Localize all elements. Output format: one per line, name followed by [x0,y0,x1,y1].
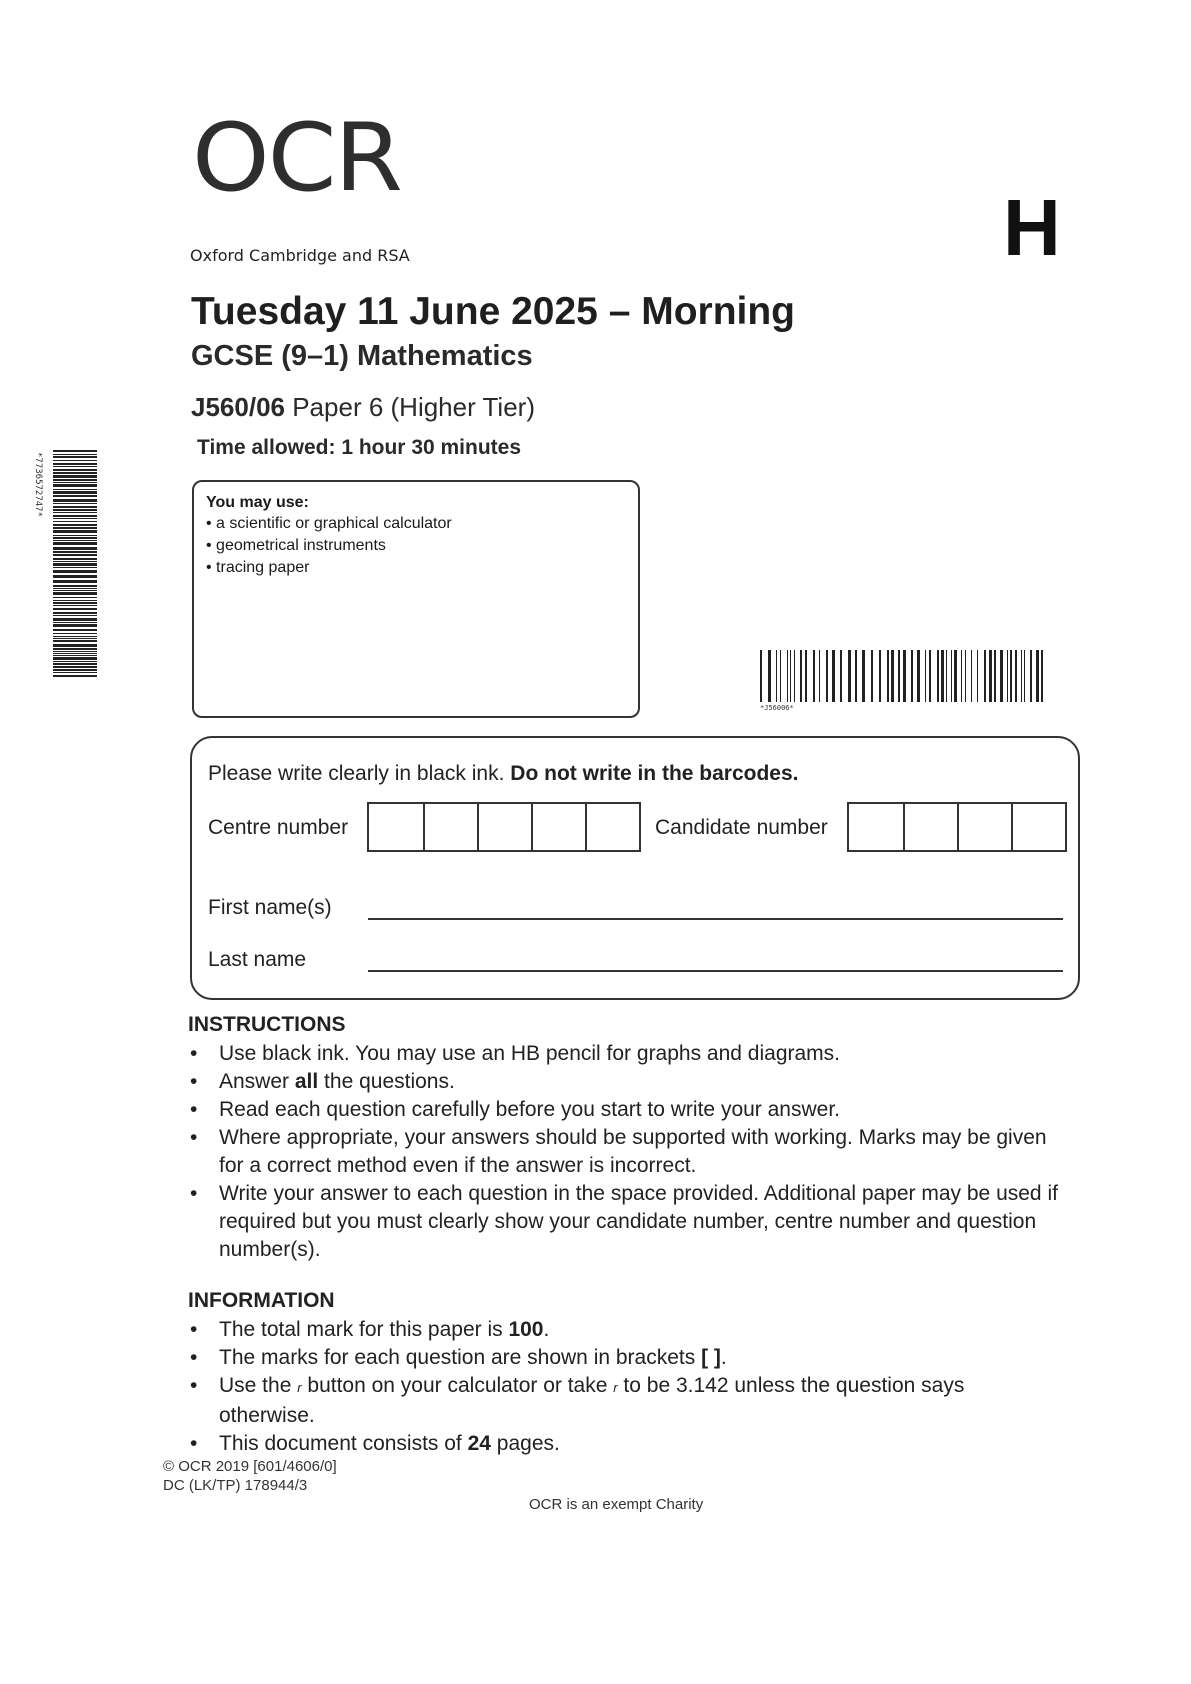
barcode-stripe [53,612,97,614]
barcode-stripe [891,650,894,702]
text-part: The total mark for this paper is [219,1318,509,1341]
barcode-stripe [53,495,97,497]
instruction-text: Read each question carefully before you start to write your answer. [219,1098,840,1121]
text-emphasis: [ ] [701,1346,721,1369]
barcode-stripe [53,482,97,483]
organisation-name: Oxford Cambridge and RSA [190,246,410,265]
barcode-stripe [53,675,97,677]
barcode-stripe [53,669,97,671]
candidate-number-digit-box[interactable] [957,804,1011,850]
barcode-stripe [1041,650,1043,702]
barcode-stripe [53,608,97,610]
barcode-stripe [805,650,807,702]
barcode-stripe [53,588,97,589]
dc-code: DC (LK/TP) 178944/3 [163,1477,308,1494]
paper-code: J560/06 [191,392,285,422]
barcode-stripe [53,499,97,502]
barcode-stripe [53,554,97,556]
barcode-stripe [862,650,865,702]
centre-number-label: Centre number [208,816,349,839]
barcode-stripe [1021,650,1022,702]
barcode-stripe [53,570,97,573]
barcode-stripe [855,650,857,702]
text-part: This document consists of [219,1432,468,1455]
barcode-stripe [879,650,881,702]
barcode-stripe [53,602,97,604]
barcode-stripe [53,575,97,578]
information-text [219,1372,1058,1430]
barcode-stripe [53,580,97,583]
barcode-stripe [53,469,97,471]
barcode-stripe [794,650,795,702]
barcode-stripe [848,650,851,702]
centre-number-digit-box[interactable] [585,804,639,850]
pi-symbol: r [613,1380,618,1395]
first-name-label: First name(s) [208,896,332,919]
barcode-stripe [925,650,926,702]
barcode-stripe [53,460,97,461]
barcode-stripe [53,547,97,550]
barcode-stripe [53,489,97,490]
information-list [188,1316,1058,1458]
barcode-stripe [53,655,97,656]
barcode-stripe [903,650,906,702]
barcode-stripe [871,650,873,702]
barcode-stripe [53,466,97,467]
candidate-number-label: Candidate number [655,816,828,839]
barcode-stripe [53,563,97,566]
barcode-stripe [53,636,97,637]
barcode-stripe [1030,650,1032,702]
bullet: • [190,1318,198,1341]
barcode-stripe [1036,650,1039,702]
barcode-stripe [826,650,828,702]
barcode-stripe [53,615,97,616]
barcode-stripe [53,535,97,536]
barcode-stripe [53,661,97,662]
exam-subject: GCSE (9–1) Mathematics [191,340,533,372]
text-part: button on your calculator or take [301,1374,614,1397]
last-name-label: Last name [208,948,307,971]
text-part: . [543,1318,550,1341]
text-part: The marks for each question are shown in brackets [219,1346,702,1369]
list-item [188,1096,1058,1124]
barcode-stripe [53,491,97,494]
text-part: pages. [490,1432,560,1455]
charity-note: OCR is an exempt Charity [529,1496,704,1513]
may-use-title: You may use: [206,494,309,511]
text-part: the questions. [318,1070,455,1093]
instruction-text [219,1068,1058,1096]
barcode-stripe [946,650,947,702]
barcode-stripe [53,524,97,526]
barcode-stripe [53,590,97,591]
barcode-stripe [53,657,97,660]
paper-name: Paper 6 (Higher Tier) [292,392,535,422]
barcode-stripe [832,650,835,702]
barcode-stripe [937,650,939,702]
barcode-stripe [984,650,986,702]
barcode-stripe [1010,650,1012,702]
information-text [219,1430,1058,1458]
barcode-stripe [951,650,952,702]
write-note-plain: Please write clearly in black ink. [208,762,511,785]
barcode-stripe [977,650,978,702]
bullet: • [190,1098,198,1121]
pi-symbol: r [297,1380,302,1395]
barcode-stripe [53,633,97,634]
text-emphasis: 100 [508,1318,544,1341]
barcode-stripe [53,463,97,465]
horizontal-barcode [760,650,1046,702]
barcode-stripe [1024,650,1025,702]
text-emphasis: 24 [467,1432,491,1455]
may-use-box [192,480,640,718]
instruction-text: Write your answer to each question in the space provided. Additional paper may be used if required but you must clearly show your candidate number, centre number and question number(s). [219,1182,1058,1261]
barcode-stripe [989,650,992,702]
barcode-stripe [53,450,97,452]
information-heading: INFORMATION [188,1289,335,1312]
barcode-stripe [787,650,788,702]
barcode-stripe [53,629,97,631]
barcode-stripe [53,454,97,455]
paper-title [191,392,535,423]
centre-number-digit-box[interactable] [423,804,477,850]
horizontal-barcode-text: *J56006* [760,704,794,712]
instructions-heading: INSTRUCTIONS [188,1013,346,1036]
bullet: • [190,1042,198,1065]
centre-number-digit-box[interactable] [369,804,423,850]
barcode-stripe [53,585,97,587]
barcode-stripe [53,503,97,504]
vertical-barcode-text: *7736572747* [33,452,43,518]
barcode-stripe [780,650,781,702]
barcode-stripe [53,622,97,623]
candidate-number-digit-box[interactable] [903,804,957,850]
centre-number-digit-box[interactable] [477,804,531,850]
bullet: • [190,1374,198,1397]
last-name-line[interactable] [368,970,1063,972]
barcode-stripe [53,638,97,639]
barcode-stripe [53,530,97,533]
text-part: Answer [219,1070,295,1093]
barcode-stripe [53,475,97,478]
barcode-stripe [917,650,920,702]
list-item [188,1316,1058,1344]
barcode-stripe [53,663,97,665]
barcode-stripe [53,567,97,568]
barcode-stripe [53,484,97,487]
barcode-stripe [53,561,97,562]
barcode-stripe [53,521,97,522]
barcode-stripe [53,542,97,545]
barcode-stripe [53,456,97,458]
candidate-number-digit-box[interactable] [849,804,903,850]
list-item [188,1372,1058,1430]
barcode-stripe [53,537,97,539]
list-item [188,1180,1058,1264]
barcode-stripe [53,605,97,606]
write-note-bold: Do not write in the barcodes. [510,762,799,785]
barcode-stripe [53,518,97,519]
tier-letter: H [1003,183,1061,272]
barcode-stripe [840,650,842,702]
bullet: • [190,1346,198,1369]
barcode-stripe [941,650,944,702]
barcode-stripe [954,650,957,702]
barcode-stripe [961,650,962,702]
barcode-stripe [53,515,97,517]
barcode-stripe [53,472,97,474]
barcode-stripe [53,506,97,508]
information-text [219,1344,1058,1372]
barcode-stripe [53,551,97,553]
list-item [188,1124,1058,1180]
barcode-stripe [768,650,771,702]
candidate-number-digit-box[interactable] [1011,804,1065,850]
barcode-stripe [53,558,97,560]
barcode-stripe [1000,650,1003,702]
barcode-stripe [760,650,762,702]
barcode-stripe [813,650,815,702]
list-item [188,1430,1058,1458]
barcode-stripe [53,648,97,650]
barcode-stripe [53,653,97,654]
barcode-stripe [53,640,97,642]
first-name-line[interactable] [368,918,1063,920]
information-text [219,1316,1058,1344]
vertical-barcode [53,450,97,678]
barcode-stripe [898,650,900,702]
barcode-stripe [887,650,889,702]
barcode-stripe [53,672,97,673]
list-item [188,1344,1058,1372]
text-part: . [720,1346,727,1369]
text-part: to be 3.142 unless the question says otherwise. [219,1374,965,1427]
instruction-text: Where appropriate, your answers should be supported with working. Marks may be given for a correct method even if the answer is incorrect. [219,1126,1047,1177]
barcode-stripe [53,527,97,529]
exam-date: Tuesday 11 June 2025 – Morning [191,290,796,333]
may-use-item: • a scientific or graphical calculator [206,515,452,532]
time-allowed: Time allowed: 1 hour 30 minutes [197,436,522,459]
barcode-stripe [53,592,97,595]
copyright-text: © OCR 2019 [601/4606/0] [163,1458,337,1475]
barcode-stripe [53,651,97,652]
list-item [188,1068,1058,1096]
barcode-stripe [53,540,97,541]
barcode-stripe [53,644,97,647]
bullet: • [190,1126,198,1149]
instructions-list [188,1040,1058,1264]
barcode-stripe [53,666,97,668]
barcode-stripe [53,624,97,627]
centre-number-digit-box[interactable] [531,804,585,850]
bullet: • [190,1182,198,1205]
write-clearly-note [208,762,799,786]
barcode-stripe [1015,650,1017,702]
barcode-stripe [53,479,97,481]
barcode-stripe [53,509,97,511]
may-use-item: • geometrical instruments [206,537,386,554]
copyright-block [163,1457,337,1495]
barcode-stripe [965,650,966,702]
barcode-stripe [800,650,802,702]
may-use-item: • tracing paper [206,559,310,576]
barcode-stripe [790,650,791,702]
bullet: • [190,1070,198,1093]
centre-number-boxes [367,802,641,852]
barcode-stripe [776,650,777,702]
barcode-stripe [994,650,996,702]
ocr-logo: OCR [192,104,401,213]
barcode-stripe [819,650,820,702]
text-emphasis: all [294,1070,319,1093]
barcode-stripe [53,512,97,513]
barcode-stripe [1007,650,1008,702]
bullet: • [190,1432,198,1455]
barcode-stripe [53,600,97,601]
barcode-stripe [53,618,97,621]
candidate-number-boxes [847,802,1067,852]
list-item [188,1040,1058,1068]
instruction-text: Use black ink. You may use an HB pencil for graphs and diagrams. [219,1042,841,1065]
barcode-stripe [971,650,972,702]
barcode-stripe [53,597,97,598]
text-part: Use the [219,1374,298,1397]
barcode-stripe [929,650,931,702]
barcode-stripe [911,650,913,702]
